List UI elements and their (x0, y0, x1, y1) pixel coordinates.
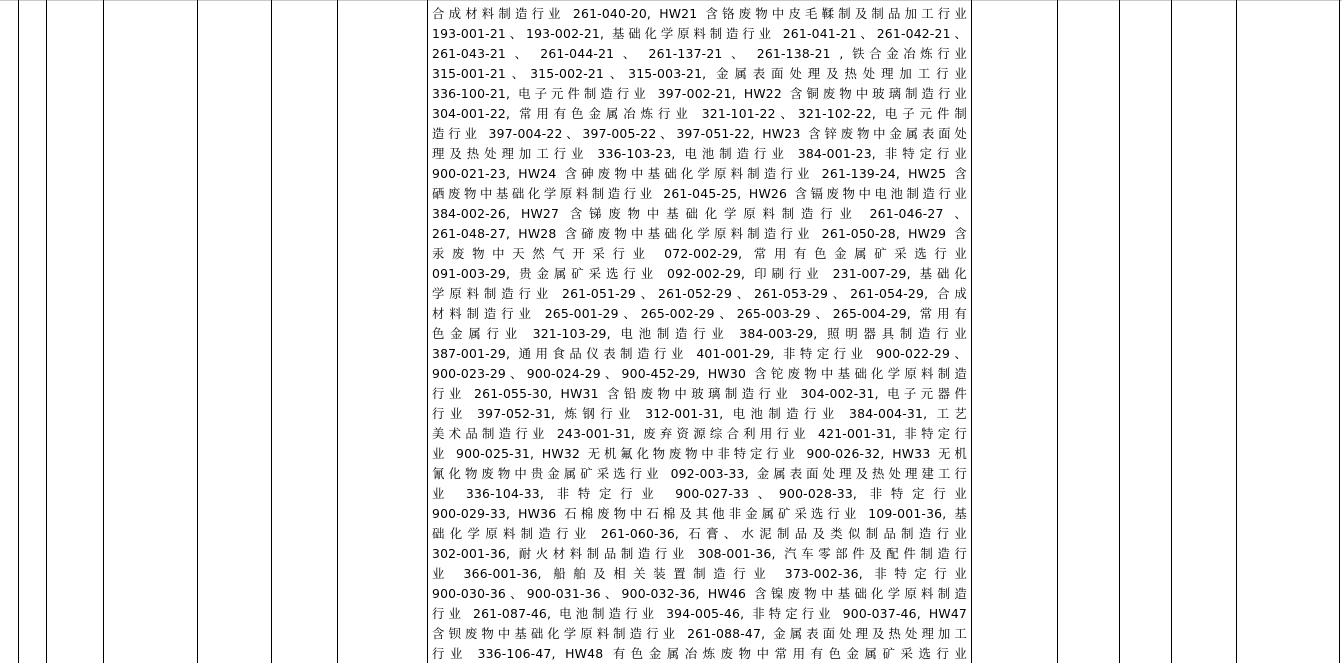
table-cell[interactable] (198, 0, 271, 663)
table-cell[interactable] (0, 0, 18, 663)
text-line: 业 336-104-33, 非特定行业 900-027-33、900-028-33, 非特定行业 (432, 486, 967, 501)
table-cell[interactable] (272, 0, 337, 663)
text-line: 261-048-27, HW28 含碲废物中基础化学原料制造行业 261-050-28, HW29 含 (432, 226, 967, 241)
table-cell[interactable] (47, 0, 103, 663)
text-line: 384-002-26, HW27 含锑废物中基础化学原料制造行业 261-046-27 、 (432, 206, 967, 221)
text-line: 900-023-29、900-024-29、900-452-29, HW30 含铊废物中基础化学原料制造 (432, 366, 967, 381)
text-line: 业 366-001-36, 船舶及相关装置制造行业 373-002-36, 非特定行业 (432, 566, 967, 581)
text-line: 色金属行业 321-103-29, 电池制造行业 384-003-29, 照明器具制造行业 (432, 326, 967, 341)
text-line: 行业 261-055-30, HW31 含铅废物中玻璃制造行业 304-002-31, 电子元器件 (432, 386, 967, 401)
table-cell[interactable] (1058, 0, 1119, 663)
text-line: 学原料制造行业 261-051-29、261-052-29、261-053-29、261-054-29, 合成 (432, 286, 967, 301)
text-line: 387-001-29, 通用食品仪表制造行业 401-001-29, 非特定行业 900-022-29、 (432, 346, 967, 361)
column-divider (1339, 0, 1340, 663)
text-line: 汞废物中天然气开采行业 072-002-29, 常用有色金属矿采选行业 (432, 246, 967, 261)
text-line: 315-001-21、315-002-21、315-003-21, 金属表面处理及热处理加工行业 (432, 66, 967, 81)
text-line: 900-030-36、900-031-36、900-032-36, HW46 含镍废物中基础化学原料制造 (432, 586, 967, 601)
text-line: 业 900-025-31, HW32 无机氟化物废物中非特定行业 900-026-32, HW33 无机 (432, 446, 967, 461)
text-line: 硒废物中基础化学原料制造行业 261-045-25, HW26 含镉废物中电池制造行业 (432, 186, 967, 201)
text-line: 行业 336-106-47, HW48 有色金属冶炼废物中常用有色金属矿采选行业 (432, 646, 967, 661)
table-cell[interactable] (19, 0, 46, 663)
text-line: 造行业 397-004-22、397-005-22、397-051-22, HW23 含锌废物中金属表面处 (432, 126, 967, 141)
text-line: 美术品制造行业 243-001-31, 废弃资源综合利用行业 421-001-31, 非特定行 (432, 426, 967, 441)
text-line: 302-001-36, 耐火材料制品制造行业 308-001-36, 汽车零部件及配件制造行 (432, 546, 967, 561)
text-line: 行业 261-087-46, 电池制造行业 394-005-46, 非特定行业 900-037-46, HW47 (432, 606, 967, 621)
text-line: 336-100-21, 电子元件制造行业 397-002-21, HW22 含铜废物中玻璃制造行业 (432, 86, 967, 101)
text-line: 193-001-21、193-002-21, 基础化学原料制造行业 261-041-21、261-042-21、 (432, 26, 967, 41)
text-line: 091-003-29, 贵金属矿采选行业 092-002-29, 印刷行业 231-007-29, 基础化 (432, 266, 967, 281)
text-line: 理及热处理加工行业 336-103-23, 电池制造行业 384-001-23, 非特定行业 (432, 146, 967, 161)
table-cell[interactable] (1172, 0, 1236, 663)
table-cell[interactable] (104, 0, 197, 663)
text-line: 合成材料制造行业 261-040-20, HW21 含铬废物中皮毛鞣制及制品加工行业 (432, 6, 967, 21)
text-line: 900-021-23, HW24 含砷废物中基础化学原料制造行业 261-139-24, HW25 含 (432, 166, 967, 181)
table-cell[interactable] (972, 0, 1057, 663)
text-line: 氰化物废物中贵金属矿采选行业 092-003-33, 金属表面处理及热处理建工行 (432, 466, 967, 481)
text-line: 304-001-22, 常用有色金属冶炼行业 321-101-22、321-102-22, 电子元件制 (432, 106, 967, 121)
text-line: 材料制造行业 265-001-29、265-002-29、265-003-29、265-004-29, 常用有 (432, 306, 967, 321)
text-line: 900-029-33, HW36 石棉废物中石棉及其他非金属矿采选行业 109-001-36, 基 (432, 506, 967, 521)
text-line: 261-043-21 、 261-044-21 、 261-137-21 、 261-138-21 , 铁合金冶炼行业 (432, 46, 967, 61)
text-line: 础化学原料制造行业 261-060-36, 石膏、水泥制品及类似制品制造行业 (432, 526, 967, 541)
text-line: 行业 397-052-31, 炼钢行业 312-001-31, 电池制造行业 384-004-31, 工艺 (432, 406, 967, 421)
text-line: 含钡废物中基础化学原料制造行业 261-088-47, 金属表面处理及热处理加工 (432, 626, 967, 641)
table-cell[interactable] (1120, 0, 1171, 663)
waste-scope-text (432, 4, 967, 664)
table-cell[interactable] (338, 0, 427, 663)
table-cell[interactable] (1237, 0, 1339, 663)
